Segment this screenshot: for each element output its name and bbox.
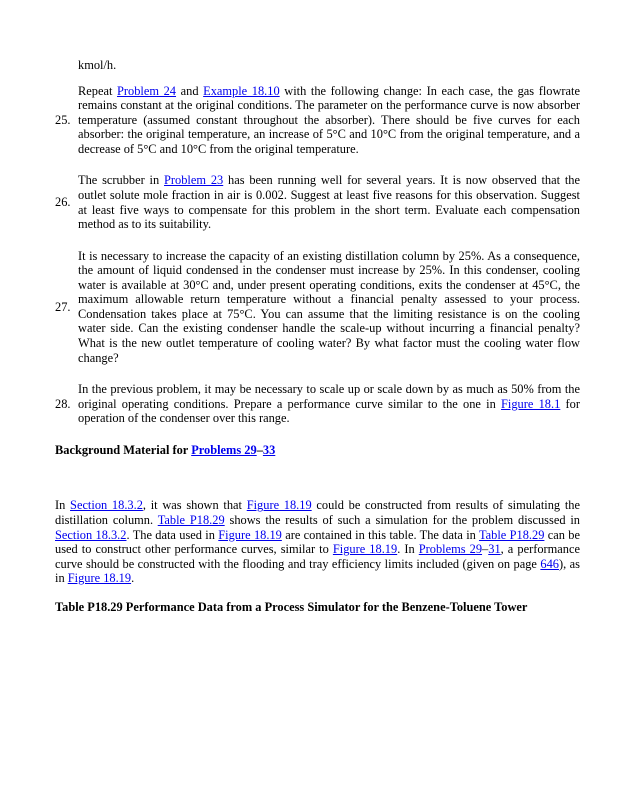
text-run: could be constructed from results of simulating the distillation column.: [55, 498, 580, 527]
problem-number: 27.: [55, 299, 71, 314]
text-run: and: [176, 83, 204, 98]
text-run: Repeat: [78, 83, 118, 98]
text-run: . The data used in: [126, 527, 219, 542]
inline-link[interactable]: Table P18.29: [478, 527, 545, 542]
text-run: can be used to construct other performance curves, similar to: [55, 527, 580, 557]
text-run: , it was shown that: [142, 498, 247, 513]
inline-link[interactable]: 31: [488, 542, 501, 557]
inline-link[interactable]: 33: [262, 442, 276, 457]
problem-item-27: [55, 249, 580, 366]
text-run: with the following change: In each case, the gas flowrate remains constant at the original conditions. The parameter on the performance curve is now absorber temperature (assumed constant throughout the absorber). There should be five curves for each absorber: the original temperature, an increase of 5°C and 10°C from the original temperature, and a decrease of 5°C and 10°C from the original temperature.: [78, 83, 580, 156]
inline-link[interactable]: Section 18.3.2: [70, 498, 143, 513]
inline-link[interactable]: Figure 18.1: [501, 396, 561, 411]
text-run: for operation of the condenser over this range.: [78, 396, 580, 426]
problem-text: [78, 173, 580, 231]
inline-link[interactable]: Problem 23: [164, 173, 224, 188]
inline-link[interactable]: Table P18.29: [157, 512, 225, 527]
inline-link[interactable]: Problems 29: [191, 442, 257, 457]
text-run: In: [55, 498, 71, 513]
problem-text: [78, 382, 580, 426]
inline-link[interactable]: Example 18.10: [203, 83, 280, 98]
text-run: –: [256, 442, 263, 457]
intro-paragraph: [55, 498, 580, 585]
problem-number: 26.: [55, 195, 71, 210]
text-run: are contained in this table. The data in: [281, 527, 479, 542]
inline-link[interactable]: Problem 24: [117, 83, 177, 98]
inline-link[interactable]: Problems 29: [418, 542, 483, 557]
inline-link[interactable]: Figure 18.19: [218, 527, 282, 542]
inline-link[interactable]: 646: [540, 556, 559, 571]
problem-number: 25.: [55, 112, 71, 127]
problem-item-25: [55, 84, 580, 157]
text-run: . In: [397, 542, 419, 557]
text-run: It is necessary to increase the capacity of an existing distillation column by 25%. As a consequence, the amount of liquid condensed in the condenser must increase by 25%. In this condenser, cooling water is available at 30°C and, under present operating conditions, exits the condenser at 45°C, the maximum allowable return temperature without a financial penalty assessed to your process. Condensation takes place at 75°C. You can assume that the limiting resistance is on the cooling water side. Can the existing condenser handle the scale-up without incurring a financial penalty? What is the new outlet temperature of cooling water? By what factor must the cooling water flow change?: [78, 248, 580, 365]
text-run: –: [482, 542, 489, 557]
problem-text: [78, 84, 580, 157]
table-caption: Table P18.29 Performance Data from a Process Simulator for the Benzene-Toluene Tower: [55, 599, 528, 614]
problem-item-26: [55, 173, 580, 231]
problem-text: [78, 249, 580, 366]
text-run: The scrubber in: [78, 173, 165, 188]
text-run: , a performance curve should be constructed with the flooding and tray efficiency limits included (given on page: [55, 542, 580, 571]
text-run: Background Material for: [55, 442, 192, 457]
inline-link[interactable]: Section 18.3.2: [55, 527, 127, 542]
text-run: In the previous problem, it may be necessary to scale up or scale down by as much as 50% from the original operating conditions. Prepare a performance curve similar to the one in: [78, 382, 580, 411]
text-run: ), as in: [55, 556, 580, 586]
text-run: shows the results of such a simulation for the problem discussed in: [224, 512, 580, 527]
inline-link[interactable]: Figure 18.19: [332, 542, 398, 557]
problem-item-28: [55, 382, 580, 426]
text-run: .: [131, 571, 135, 586]
background-material-heading: [55, 443, 580, 458]
text-run: has been running well for several years. It is now observed that the outlet solute mole fraction in air is 0.002. Suggest at least five reasons for this observation. Suggest at least five ways to compensate for this problem in the short term. Evaluate each compensation method as to its suitability.: [78, 173, 580, 232]
continuation-text: kmol/h.: [78, 58, 117, 72]
problem-number: 28.: [55, 396, 71, 411]
inline-link[interactable]: Figure 18.19: [246, 498, 312, 513]
inline-link[interactable]: Figure 18.19: [67, 571, 132, 586]
